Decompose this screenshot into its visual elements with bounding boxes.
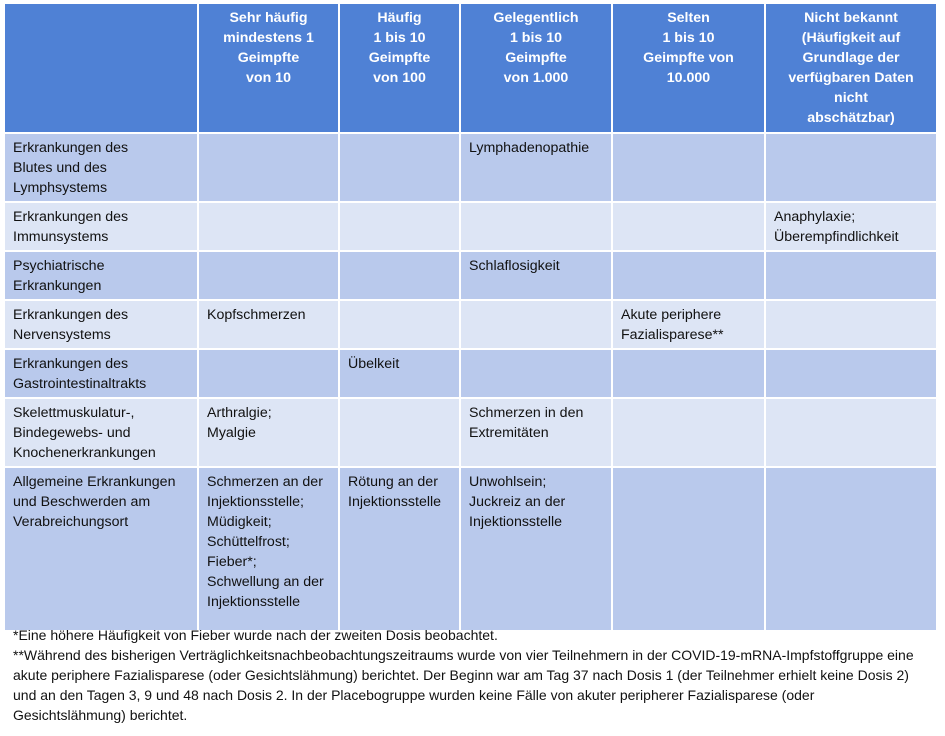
table-cell: Akute periphere Fazialisparese** bbox=[612, 300, 765, 349]
table-cell: Kopfschmerzen bbox=[198, 300, 339, 349]
table-cell bbox=[612, 202, 765, 251]
side-effects-table bbox=[3, 2, 938, 632]
table-cell bbox=[765, 251, 937, 300]
row-label: Erkrankungen des Immunsystems bbox=[4, 202, 198, 251]
table-cell: Lymphadenopathie bbox=[460, 133, 612, 202]
table-cell bbox=[612, 133, 765, 202]
row-label: Erkrankungen des Nervensystems bbox=[4, 300, 198, 349]
table-cell bbox=[339, 202, 460, 251]
table-cell bbox=[612, 398, 765, 467]
footnote-facial-paresis: **Während des bisherigen Verträglichkeitsnachbeobachtungszeitraums wurde von vier Teilnehmern in der COVID-19-mRNA-Impfstoffgruppe eine akute periphere Fazialisparese (oder Gesichtslähmung) berichtet. Der Beginn war am Tag 37 nach Dosis 1 (der Teilnehmer erhielt keine Dosis 2) und an den Tagen 3, 9 und 48 nach Dosis 2. In der Placebogruppe wurden keine Fälle von akuter peripherer Fazialisparese (oder Gesichtslähmung) berichtet. bbox=[13, 647, 914, 723]
row-label: Erkrankungen des Gastrointestinaltrakts bbox=[4, 349, 198, 398]
table-cell bbox=[460, 300, 612, 349]
footnote-fever: *Eine höhere Häufigkeit von Fieber wurde nach der zweiten Dosis beobachtet. bbox=[13, 627, 498, 643]
table-header-row bbox=[4, 3, 937, 133]
row-label: Skelettmuskulatur-, Bindegewebs- und Knochenerkrankungen bbox=[4, 398, 198, 467]
table-cell bbox=[339, 133, 460, 202]
table-cell bbox=[339, 300, 460, 349]
table-cell: Arthralgie; Myalgie bbox=[198, 398, 339, 467]
header-corner bbox=[4, 3, 198, 133]
table-cell bbox=[765, 349, 937, 398]
table-cell bbox=[339, 251, 460, 300]
table-cell bbox=[612, 467, 765, 631]
table-cell: Rötung an der Injektionsstelle bbox=[339, 467, 460, 631]
table-cell bbox=[612, 349, 765, 398]
table-cell bbox=[612, 251, 765, 300]
table-cell bbox=[460, 349, 612, 398]
row-label: Allgemeine Erkrankungen und Beschwerden am Verabreichungsort bbox=[4, 467, 198, 631]
row-label: Erkrankungen des Blutes und des Lymphsystems bbox=[4, 133, 198, 202]
table-cell: Anaphylaxie; Überempfindlichkeit bbox=[765, 202, 937, 251]
table-cell bbox=[765, 467, 937, 631]
row-label: Psychiatrische Erkrankungen bbox=[4, 251, 198, 300]
table-cell: Übelkeit bbox=[339, 349, 460, 398]
table-row bbox=[4, 300, 937, 349]
table-row bbox=[4, 133, 937, 202]
table-row bbox=[4, 467, 937, 631]
table-row bbox=[4, 251, 937, 300]
table-cell bbox=[198, 202, 339, 251]
header-nicht-bekannt: Nicht bekannt (Häufigkeit auf Grundlage der verfügbaren Daten nicht abschätzbar) bbox=[765, 3, 937, 133]
footnotes bbox=[13, 625, 928, 725]
table-cell: Schmerzen an der Injektionsstelle; Müdigkeit; Schüttelfrost; Fieber*; Schwellung an der Injektionsstelle bbox=[198, 467, 339, 631]
header-haeufig: Häufig 1 bis 10 Geimpfte von 100 bbox=[339, 3, 460, 133]
table-cell bbox=[765, 398, 937, 467]
table-cell: Schlaflosigkeit bbox=[460, 251, 612, 300]
table-cell bbox=[765, 300, 937, 349]
table-cell bbox=[460, 202, 612, 251]
table-cell bbox=[198, 251, 339, 300]
table-cell bbox=[198, 349, 339, 398]
table-cell bbox=[765, 133, 937, 202]
table-cell bbox=[339, 398, 460, 467]
header-selten: Selten 1 bis 10 Geimpfte von 10.000 bbox=[612, 3, 765, 133]
header-sehr-haeufig: Sehr häufig mindestens 1 Geimpfte von 10 bbox=[198, 3, 339, 133]
table-cell: Unwohlsein; Juckreiz an der Injektionsstelle bbox=[460, 467, 612, 631]
table-cell: Schmerzen in den Extremitäten bbox=[460, 398, 612, 467]
table-row bbox=[4, 398, 937, 467]
table-row bbox=[4, 349, 937, 398]
table-row bbox=[4, 202, 937, 251]
header-gelegentlich: Gelegentlich 1 bis 10 Geimpfte von 1.000 bbox=[460, 3, 612, 133]
table-cell bbox=[198, 133, 339, 202]
